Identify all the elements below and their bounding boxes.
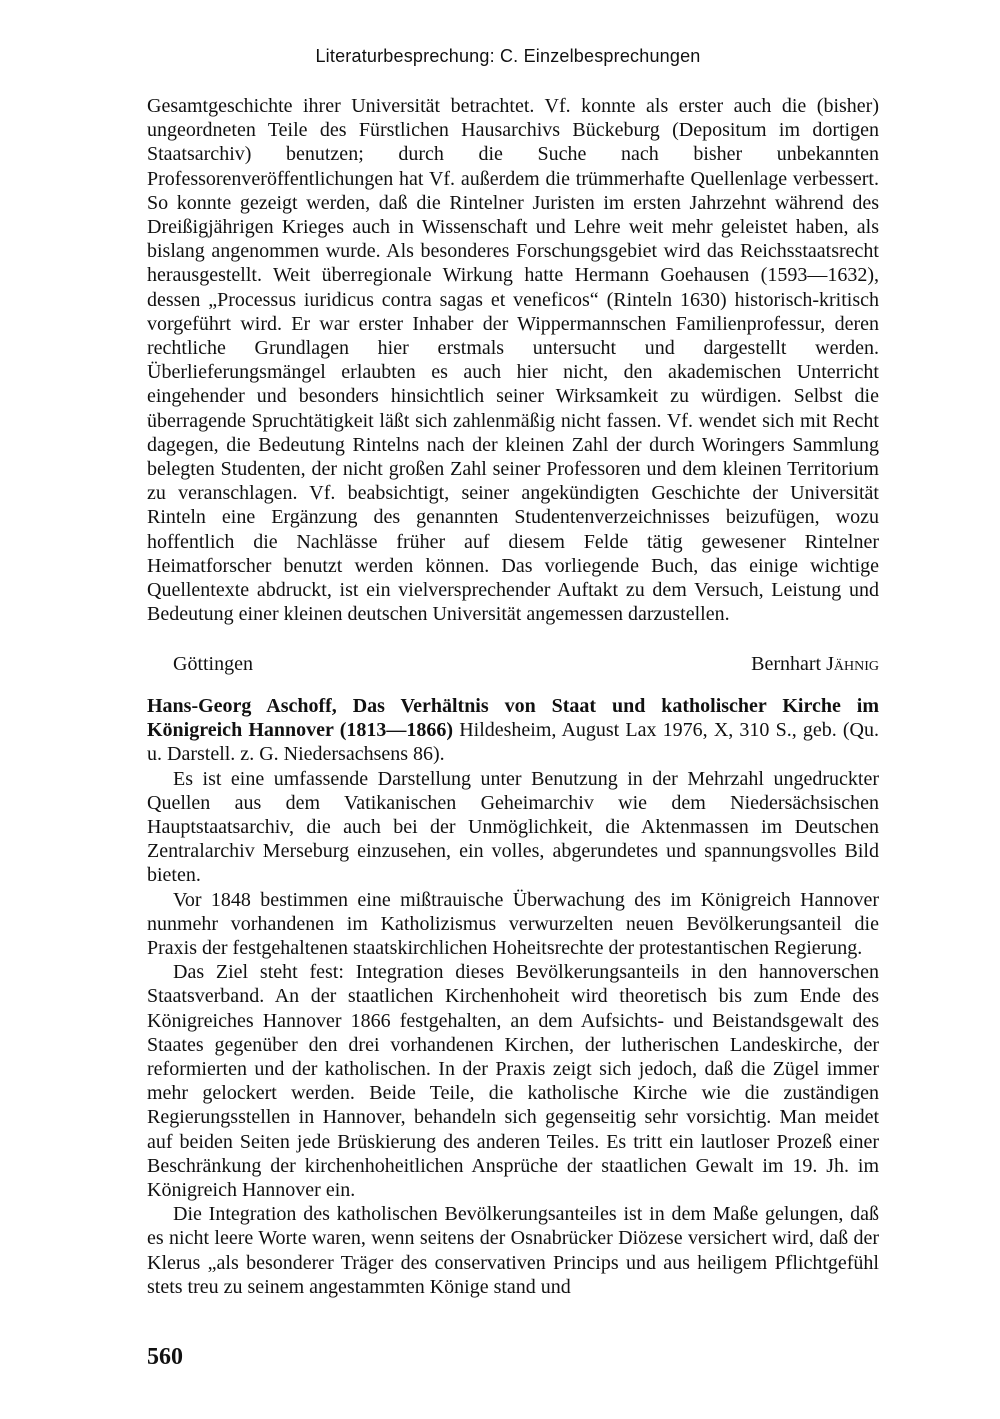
reviewer-name — [751, 652, 879, 676]
review-place: Göttingen — [173, 653, 253, 675]
reviewer-first-name: Bernhart — [751, 653, 822, 675]
review2-paragraph-4: Die Integration des katholischen Bevölkerungsanteiles ist in dem Maße gelungen, daß es nicht leere Worte waren, wenn seitens der Osnabrücker Diözese versichert wird, daß der Klerus „als besonderer Träger des conservativen Princips und aus heiligem Pflichtgefühl stets treu zu seinem angestammten Könige stand und — [147, 1203, 879, 1298]
book-details: Hildesheim, August Lax 1976, X, 310 S., geb. (Qu. u. Darstell. z. G. Niedersachsens 86). — [147, 719, 880, 766]
review2-citation — [147, 694, 879, 767]
review1-body — [147, 94, 879, 626]
book-title: Hans-Georg Aschoff, Das Verhältnis von Staat und katholischer Kirche im Königreich Hannover (1813—1866) — [147, 695, 879, 742]
review2-paragraph-1: Es ist eine umfassende Darstellung unter Benutzung in der Mehrzahl ungedruckter Quellen aus dem Vatikanischen Geheimarchiv wie dem Niedersächsischen Hauptstaatsarchiv, die auch bei der Unmöglichkeit, die Aktenmassen im Deutschen Zentralarchiv Merseburg einzusehen, ein volles, abgerundetes und spannungsvolles Bild bieten. — [147, 767, 879, 887]
review2-body — [147, 694, 879, 1299]
review2-paragraph-2: Vor 1848 bestimmen eine mißtrauische Überwachung des im Königreich Hannover nunmehr vorhandenen im Katholizismus verwurzelten neuen Bevölkerungsanteil die Praxis der festgehaltenen staatskirchlichen Hoheitsrechte der protestantischen Regierung. — [147, 888, 879, 960]
page-number: 560 — [147, 1344, 183, 1370]
review2-paragraph-3: Das Ziel steht fest: Integration dieses Bevölkerungsanteils in den hannoverschen Staatsverband. An der staatlichen Kirchenhoheit wird theoretisch bis zum Ende des Königreiches Hannover 1866 festgehalten, an dem Aufsichts- und Beistandsgewalt des Staates gegenüber den drei vorhandenen Kirchen, der lutherischen Landeskirche, der reformierten und der katholischen. In der Praxis zeigt sich jedoch, daß die Zügel immer mehr gelockert werden. Beide Teile, die katholische Kirche wie die zuständigen Regierungsstellen in Hannover, behandeln sich gegenseitig sehr vorsichtig. Man meidet auf beiden Seiten jede Brüskierung des anderen Teiles. Es tritt ein lautloser Prozeß einer Beschränkung der kirchenhoheitlichen Ansprüche der staatlichen Gewalt im 19. Jh. im Königreich Hannover ein. — [147, 961, 879, 1202]
review1-text: Gesamtgeschichte ihrer Universität betrachtet. Vf. konnte als erster auch die (bisher) ungeordneten Teile des Fürstlichen Hausarchivs Bückeburg (Depositum im dortigen Staatsarchiv) benutzen; durch die Suche nach bisher unbekannten Professorenveröffentlichungen hat Vf. außerdem die trümmerhafte Quellenlage verbessert. So konnte gezeigt werden, daß die Rintelner Juristen im ersten Jahrzehnt während des Dreißigjährigen Krieges auch in Wissenschaft und Lehre weit mehr geleistet haben, als bislang angenommen wurde. Als besonderes Forschungsgebiet wird das Reichsstaatsrecht herausgestellt. Weit überregionale Wirkung hatte Hermann Goehausen (1593—1632), dessen „Processus iuridicus contra sagas et veneficos“ (Rinteln 1630) historisch-kritisch vorgeführt wird. Er war erster Inhaber der Wippermannschen Familienprofessur, deren rechtliche Grundlagen hier erstmals untersucht und dargestellt werden. Überlieferungsmängel erlaubten es auch hier nicht, den akademischen Unterricht eingehender und besonders hinsichtlich seiner Wirksamkeit zu würdigen. Selbst die überragende Spruchtätigkeit läßt sich zahlenmäßig nicht fassen. Vf. wendet sich mit Recht dagegen, die Bedeutung Rintelns nach der kleinen Zahl der durch Woringers Sammlung belegten Studenten, der nicht großen Zahl seiner Professoren und dem kleinen Territorium zu veranschlagen. Vf. beabsichtigt, seiner angekündigten Geschichte der Universität Rinteln eine Ergänzung des genannten Studentenverzeichnisses beizufügen, wozu hoffentlich die Nachlässe früher auf diesem Felde tätig gewesener Rintelner Heimatforscher benutzt werden können. Das vorliegende Buch, das einige wichtige Quellentexte abdruckt, ist ein vielversprechender Auftakt zu dem Versuch, Leistung und Bedeutung einer kleinen deutschen Universität angemessen darzustellen. — [147, 95, 879, 626]
running-header: Literaturbesprechung: C. Einzelbesprechungen — [315, 46, 701, 66]
reviewer-last-name: Jähnig — [826, 653, 879, 675]
